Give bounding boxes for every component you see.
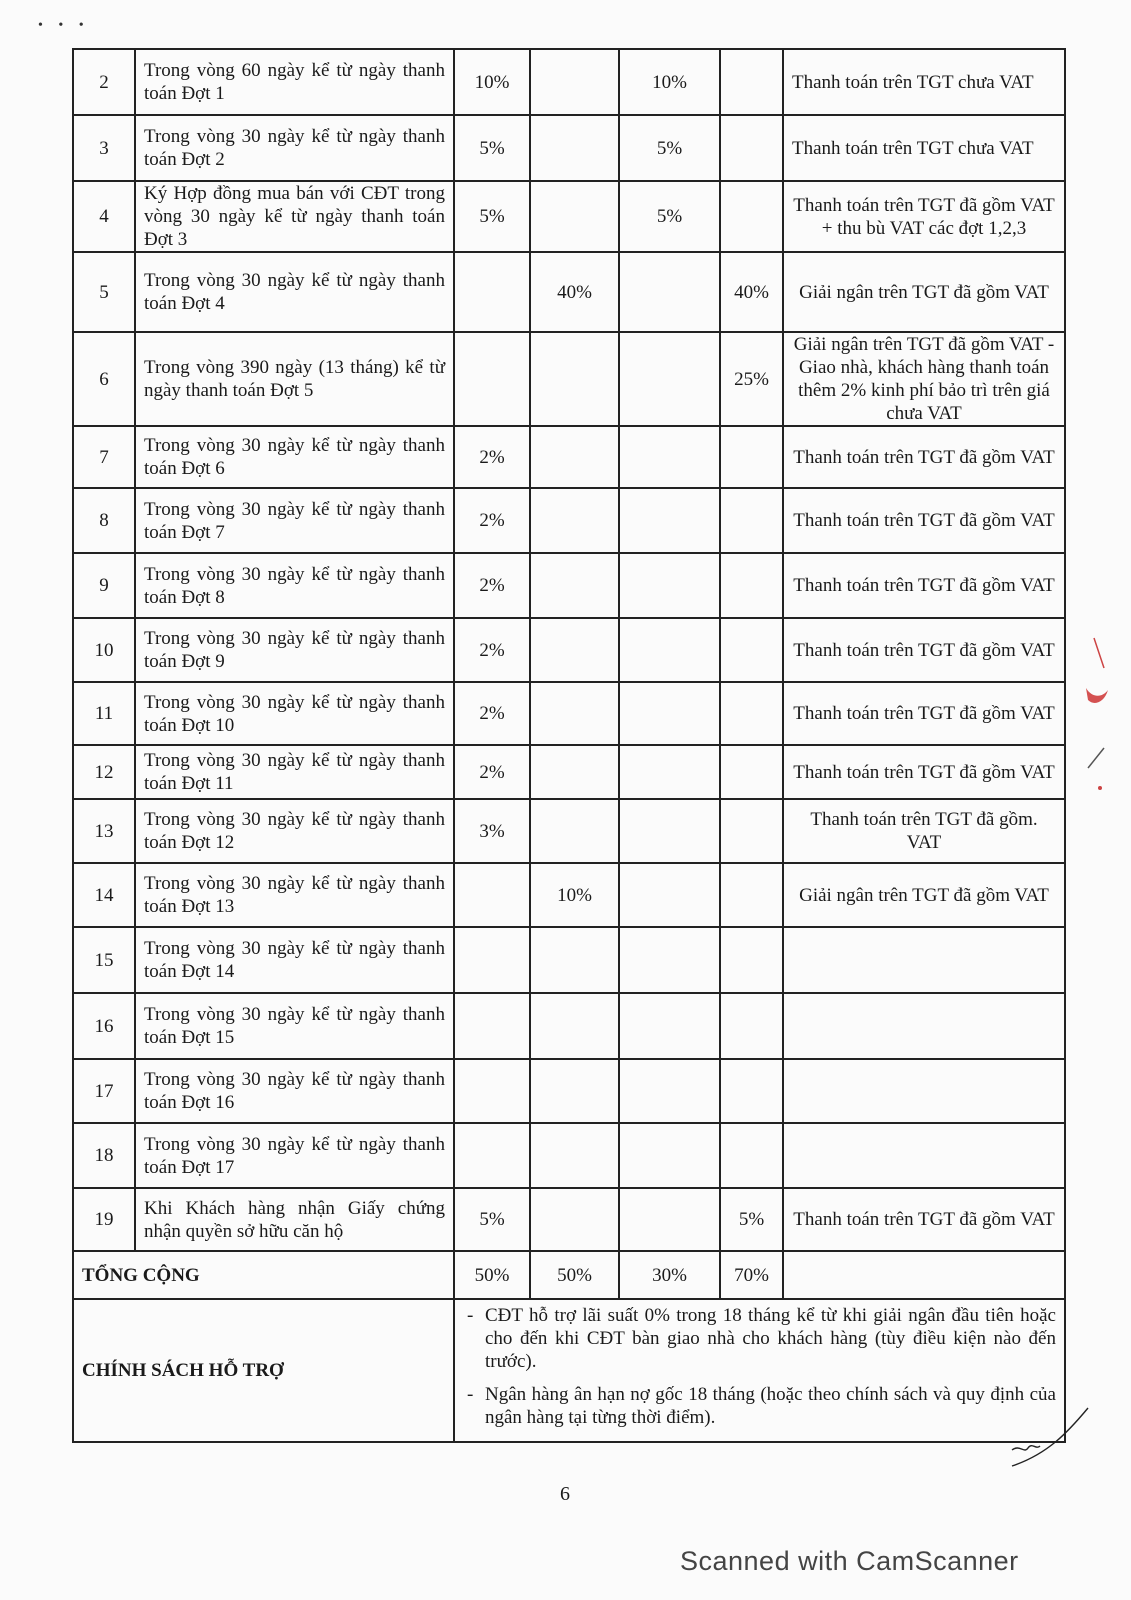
row-number: 15 <box>73 927 135 993</box>
percent-cell <box>454 1123 530 1188</box>
percent-cell <box>619 1123 720 1188</box>
row-note <box>783 1123 1065 1188</box>
percent-cell <box>619 682 720 745</box>
percent-cell <box>530 618 619 682</box>
signature-mark <box>1008 1404 1090 1474</box>
payment-row <box>73 115 1065 181</box>
row-number: 4 <box>73 181 135 252</box>
percent-cell <box>619 553 720 618</box>
percent-cell <box>619 1059 720 1123</box>
percent-cell: 10% <box>530 863 619 927</box>
payment-row <box>73 927 1065 993</box>
payment-row <box>73 1059 1065 1123</box>
row-number: 2 <box>73 49 135 115</box>
row-description: Trong vòng 30 ngày kể từ ngày thanh toán Đợt 10 <box>135 682 454 745</box>
row-description: Trong vòng 390 ngày (13 tháng) kể từ ngày thanh toán Đợt 5 <box>135 332 454 426</box>
bullet-dash: - <box>467 1305 474 1326</box>
row-description: Trong vòng 30 ngày kể từ ngày thanh toán Đợt 12 <box>135 799 454 863</box>
percent-cell <box>530 1059 619 1123</box>
percent-cell: 40% <box>530 252 619 332</box>
percent-cell <box>619 799 720 863</box>
percent-cell <box>530 49 619 115</box>
row-note: Thanh toán trên TGT đã gồm VAT <box>783 682 1065 745</box>
row-number: 11 <box>73 682 135 745</box>
row-description: Trong vòng 60 ngày kể từ ngày thanh toán Đợt 1 <box>135 49 454 115</box>
row-number: 17 <box>73 1059 135 1123</box>
row-number: 14 <box>73 863 135 927</box>
percent-cell <box>720 553 783 618</box>
payment-row <box>73 1188 1065 1251</box>
row-number: 13 <box>73 799 135 863</box>
row-note <box>783 927 1065 993</box>
percent-cell <box>720 927 783 993</box>
row-note <box>783 1059 1065 1123</box>
policy-item <box>463 1304 1056 1373</box>
percent-cell: 2% <box>454 682 530 745</box>
payment-row <box>73 1123 1065 1188</box>
row-number: 10 <box>73 618 135 682</box>
row-number: 16 <box>73 993 135 1059</box>
payment-row <box>73 553 1065 618</box>
total-cell: 30% <box>619 1251 720 1299</box>
row-number: 5 <box>73 252 135 332</box>
total-label: TỔNG CỘNG <box>73 1251 454 1299</box>
total-cell-empty <box>783 1251 1065 1299</box>
percent-cell: 2% <box>454 426 530 488</box>
percent-cell <box>530 115 619 181</box>
percent-cell <box>454 993 530 1059</box>
row-note: Thanh toán trên TGT đã gồm VAT <box>783 1188 1065 1251</box>
row-description: Trong vòng 30 ngày kể từ ngày thanh toán Đợt 8 <box>135 553 454 618</box>
row-description: Trong vòng 30 ngày kể từ ngày thanh toán Đợt 13 <box>135 863 454 927</box>
percent-cell <box>720 426 783 488</box>
percent-cell <box>720 49 783 115</box>
percent-cell <box>619 252 720 332</box>
row-description: Trong vòng 30 ngày kể từ ngày thanh toán Đợt 15 <box>135 993 454 1059</box>
payment-row <box>73 799 1065 863</box>
row-number: 18 <box>73 1123 135 1188</box>
total-cell: 50% <box>530 1251 619 1299</box>
total-row <box>73 1251 1065 1299</box>
percent-cell <box>530 927 619 993</box>
percent-cell <box>720 799 783 863</box>
payment-schedule-table <box>72 48 1066 1443</box>
percent-cell <box>720 115 783 181</box>
row-description: Trong vòng 30 ngày kể từ ngày thanh toán Đợt 11 <box>135 745 454 799</box>
scan-specks: • • • <box>38 18 90 33</box>
percent-cell: 10% <box>619 49 720 115</box>
payment-row <box>73 618 1065 682</box>
percent-cell <box>454 252 530 332</box>
percent-cell <box>720 1059 783 1123</box>
percent-cell: 5% <box>619 181 720 252</box>
percent-cell <box>619 488 720 553</box>
row-note: Thanh toán trên TGT chưa VAT <box>783 115 1065 181</box>
percent-cell <box>619 993 720 1059</box>
row-note: Thanh toán trên TGT đã gồm VAT <box>783 426 1065 488</box>
row-description: Khi Khách hàng nhận Giấy chứng nhận quyền sở hữu căn hộ <box>135 1188 454 1251</box>
percent-cell <box>619 332 720 426</box>
percent-cell <box>454 332 530 426</box>
percent-cell <box>530 682 619 745</box>
row-note: Thanh toán trên TGT đã gồm. VAT <box>783 799 1065 863</box>
scanner-watermark: Scanned with CamScanner <box>680 1546 1019 1576</box>
payment-row <box>73 488 1065 553</box>
percent-cell <box>619 863 720 927</box>
row-number: 3 <box>73 115 135 181</box>
percent-cell <box>619 927 720 993</box>
percent-cell: 5% <box>619 115 720 181</box>
row-description: Trong vòng 30 ngày kể từ ngày thanh toán Đợt 7 <box>135 488 454 553</box>
row-description: Trong vòng 30 ngày kể từ ngày thanh toán Đợt 4 <box>135 252 454 332</box>
percent-cell <box>530 993 619 1059</box>
percent-cell: 40% <box>720 252 783 332</box>
policy-text: Ngân hàng ân hạn nợ gốc 18 tháng (hoặc theo chính sách và quy định của ngân hàng tại từng thời điểm). <box>485 1384 1056 1428</box>
percent-cell: 2% <box>454 745 530 799</box>
payment-row <box>73 745 1065 799</box>
percent-cell: 10% <box>454 49 530 115</box>
row-number: 6 <box>73 332 135 426</box>
percent-cell: 3% <box>454 799 530 863</box>
total-cell: 50% <box>454 1251 530 1299</box>
percent-cell <box>530 1188 619 1251</box>
percent-cell <box>530 426 619 488</box>
row-description: Trong vòng 30 ngày kể từ ngày thanh toán Đợt 9 <box>135 618 454 682</box>
page-number: 6 <box>560 1483 570 1505</box>
percent-cell: 5% <box>454 181 530 252</box>
percent-cell <box>454 1059 530 1123</box>
payment-row <box>73 49 1065 115</box>
percent-cell <box>530 488 619 553</box>
row-note: Giải ngân trên TGT đã gồm VAT <box>783 252 1065 332</box>
percent-cell <box>530 181 619 252</box>
percent-cell: 2% <box>454 618 530 682</box>
row-description: Trong vòng 30 ngày kể từ ngày thanh toán Đợt 16 <box>135 1059 454 1123</box>
payment-rows <box>73 49 1065 1251</box>
percent-cell <box>619 426 720 488</box>
red-stamp-mark <box>1082 628 1112 798</box>
row-number: 9 <box>73 553 135 618</box>
row-description: Trong vòng 30 ngày kể từ ngày thanh toán Đợt 17 <box>135 1123 454 1188</box>
payment-row <box>73 181 1065 252</box>
row-description: Trong vòng 30 ngày kể từ ngày thanh toán Đợt 14 <box>135 927 454 993</box>
payment-row <box>73 426 1065 488</box>
row-number: 7 <box>73 426 135 488</box>
percent-cell: 2% <box>454 488 530 553</box>
support-policy-label: CHÍNH SÁCH HỖ TRỢ <box>73 1299 454 1442</box>
percent-cell <box>720 863 783 927</box>
percent-cell <box>720 993 783 1059</box>
policy-item <box>463 1383 1056 1429</box>
percent-cell <box>619 1188 720 1251</box>
row-number: 19 <box>73 1188 135 1251</box>
bullet-dash: - <box>467 1384 474 1405</box>
row-description: Trong vòng 30 ngày kể từ ngày thanh toán Đợt 2 <box>135 115 454 181</box>
percent-cell <box>720 488 783 553</box>
row-note: Thanh toán trên TGT đã gồm VAT <box>783 553 1065 618</box>
row-note: Giải ngân trên TGT đã gồm VAT <box>783 863 1065 927</box>
row-note <box>783 993 1065 1059</box>
percent-cell <box>530 799 619 863</box>
total-cell: 70% <box>720 1251 783 1299</box>
percent-cell: 25% <box>720 332 783 426</box>
percent-cell <box>720 181 783 252</box>
percent-cell <box>619 745 720 799</box>
policy-text: CĐT hỗ trợ lãi suất 0% trong 18 tháng kể từ khi giải ngân đầu tiên hoặc cho đến khi CĐT bàn giao nhà cho khách hàng (tùy điều kiện nào đến trước). <box>485 1305 1056 1372</box>
percent-cell: 5% <box>454 1188 530 1251</box>
payment-row <box>73 682 1065 745</box>
support-policy-row <box>73 1299 1065 1442</box>
percent-cell: 2% <box>454 553 530 618</box>
row-note: Thanh toán trên TGT đã gồm VAT <box>783 488 1065 553</box>
percent-cell <box>530 745 619 799</box>
row-number: 8 <box>73 488 135 553</box>
percent-cell: 5% <box>454 115 530 181</box>
payment-row <box>73 252 1065 332</box>
support-policy-content <box>454 1299 1065 1442</box>
row-description: Ký Hợp đồng mua bán với CĐT trong vòng 30 ngày kể từ ngày thanh toán Đợt 3 <box>135 181 454 252</box>
row-description: Trong vòng 30 ngày kể từ ngày thanh toán Đợt 6 <box>135 426 454 488</box>
row-note: Thanh toán trên TGT chưa VAT <box>783 49 1065 115</box>
percent-cell <box>530 553 619 618</box>
percent-cell <box>619 618 720 682</box>
percent-cell <box>720 618 783 682</box>
percent-cell <box>720 682 783 745</box>
row-note: Thanh toán trên TGT đã gồm VAT <box>783 745 1065 799</box>
percent-cell: 5% <box>720 1188 783 1251</box>
percent-cell <box>720 1123 783 1188</box>
payment-row <box>73 993 1065 1059</box>
row-note: Thanh toán trên TGT đã gồm VAT + thu bù VAT các đợt 1,2,3 <box>783 181 1065 252</box>
payment-row <box>73 863 1065 927</box>
percent-cell <box>454 863 530 927</box>
percent-cell <box>530 332 619 426</box>
percent-cell <box>454 927 530 993</box>
percent-cell <box>720 745 783 799</box>
row-note: Thanh toán trên TGT đã gồm VAT <box>783 618 1065 682</box>
percent-cell <box>530 1123 619 1188</box>
row-note: Giải ngân trên TGT đã gồm VAT - Giao nhà, khách hàng thanh toán thêm 2% kinh phí bảo trì trên giá chưa VAT <box>783 332 1065 426</box>
row-number: 12 <box>73 745 135 799</box>
payment-row <box>73 332 1065 426</box>
